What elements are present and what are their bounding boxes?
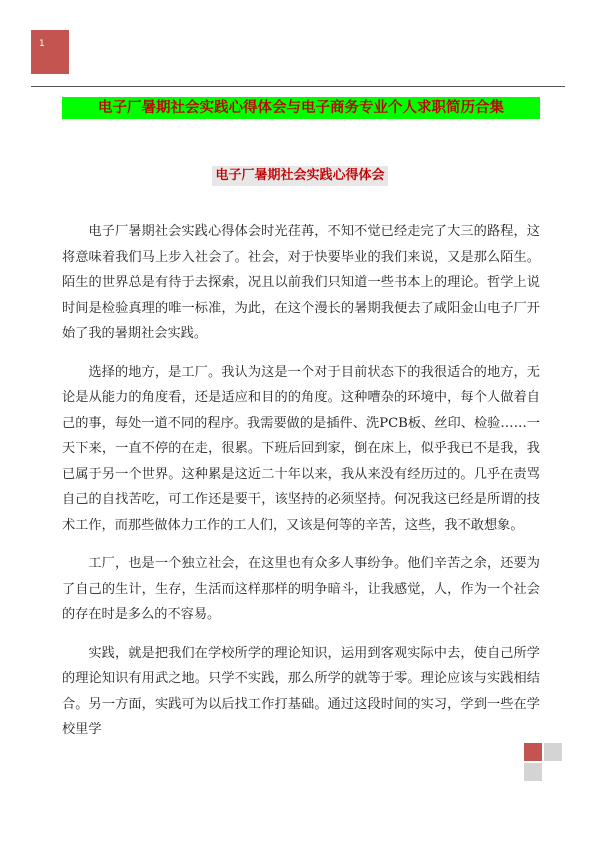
document-title: 电子厂暑期社会实践心得体会与电子商务专业个人求职简历合集 bbox=[62, 97, 540, 119]
paragraph-4: 实践，就是把我们在学校所学的理论知识，运用到客观实际中去，使自己所学的理论知识有用武之地。只学不实践，那么所学的就等于零。理论应该与实践相结合。另一方面，实践可为以后找工作打基础。通过这段时间的实习，学到一些在学校里学 bbox=[62, 645, 540, 737]
page-number: 1 bbox=[39, 39, 45, 49]
header-divider bbox=[31, 86, 565, 87]
corner-decoration-gray bbox=[544, 743, 562, 761]
paragraph-2: 选择的地方，是工厂。我认为这是一个对于目前状态下的我很适合的地方，无论是从能力的角度看，还是适应和目的的角度。这种嘈杂的环境中，每个人做着自己的事，每处一道不同的程序。我需要做的是插件、洗PCB板、丝印、检验……一天下来，一直不停的在走，很累。下班后回到家，倒在床上，似乎我已不是我，我已属于另一个世界。这种累是这近二十年以来，我从来没有经历过的。几乎在责骂自己的自找苦吃，可工作还是要干，该坚持的必须坚持。何况我这已经是所谓的技术工作，而那些做体力工作的工人们，又该是何等的辛苦，这些，我不敢想象。 bbox=[62, 364, 540, 533]
corner-decoration-gray bbox=[524, 763, 542, 781]
section-heading bbox=[0, 164, 600, 186]
body-text bbox=[62, 219, 540, 756]
paragraph-1: 电子厂暑期社会实践心得体会时光荏苒，不知不觉已经走完了大三的路程，这将意味着我们马上步入社会了。社会，对于快要毕业的我们来说，又是那么陌生。陌生的世界总是有待于去探索，况且以前我们只知道一些书本上的理论。哲学上说时间是检验真理的唯一标准，为此，在这个漫长的暑期我便去了咸阳金山电子厂开始了我的暑期社会实践。 bbox=[62, 224, 540, 341]
page-number-badge bbox=[31, 30, 69, 74]
paragraph-3: 工厂，也是一个独立社会，在这里也有众多人事纷争。他们辛苦之余，还要为了自己的生计，生存，生活而这样那样的明争暗斗，让我感觉，人，作为一个社会的存在时是多么的不容易。 bbox=[62, 556, 540, 622]
corner-decoration-red bbox=[524, 743, 542, 761]
section-heading-text: 电子厂暑期社会实践心得体会 bbox=[212, 166, 387, 186]
